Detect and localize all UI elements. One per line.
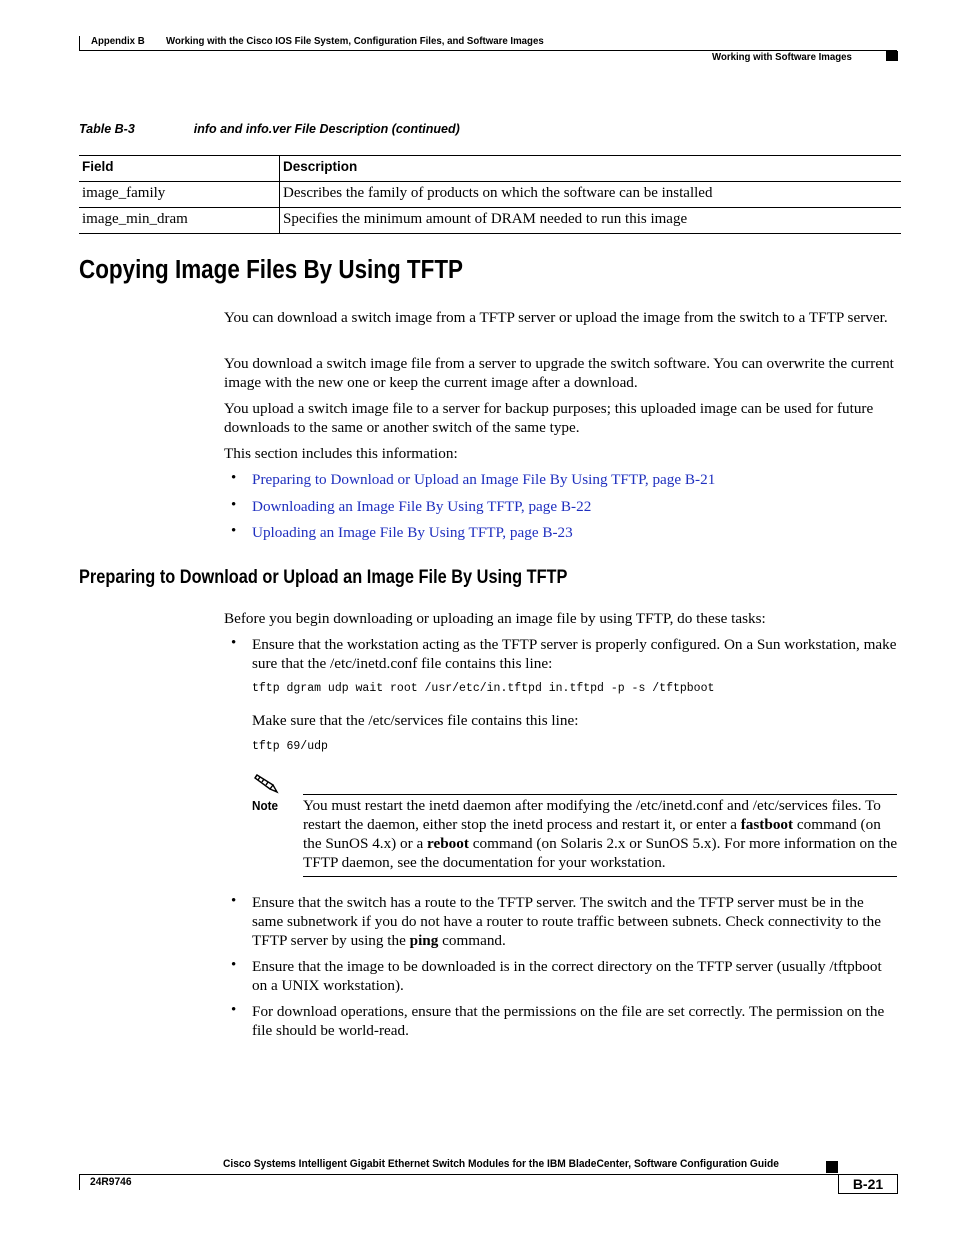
note-text xyxy=(303,796,899,872)
note-text-part: You must restart the inetd daemon after modifying the /etc/inetd.conf and /etc/services files. To restart the daemon, either stop the inetd process and restart it, or enter a xyxy=(303,797,881,833)
note-pencil-icon xyxy=(254,772,280,794)
table-cell-description: Specifies the minimum amount of DRAM needed to run this image xyxy=(280,208,902,234)
info-file-table xyxy=(79,155,901,234)
table-caption-title: info and info.ver File Description (continued) xyxy=(193,122,460,136)
footer-doc-number: 24R9746 xyxy=(90,1176,132,1188)
link-downloading[interactable]: Downloading an Image File By Using TFTP, page B-22 xyxy=(252,498,592,515)
header-chapter-title: Working with the Cisco IOS File System, Configuration Files, and Software Images xyxy=(166,35,544,47)
header-section-title: Working with Software Images xyxy=(712,51,852,63)
table-caption xyxy=(79,122,460,136)
section-paragraph: You download a switch image file from a server to upgrade the switch software. You can overwrite the current image with the new one or keep the current image after a download. xyxy=(224,355,894,391)
note-bottom-rule xyxy=(303,876,897,877)
footer-marker-block xyxy=(826,1161,838,1173)
note-top-rule xyxy=(303,794,897,795)
bullet-workstation: Ensure that the workstation acting as the TFTP server is properly configured. On a Sun workstation, make sure that the /etc/inetd.conf file contains this line: xyxy=(252,636,897,672)
footer-guide-title: Cisco Systems Intelligent Gigabit Ethernet Switch Modules for the IBM BladeCenter, Software Configuration Guide xyxy=(223,1158,779,1170)
footer-rule xyxy=(79,1174,839,1175)
section-paragraph: You can download a switch image from a TFTP server or upload the image from the switch to a TFTP server. xyxy=(224,309,888,326)
subsection-intro: Before you begin downloading or uploading an image file by using TFTP, do these tasks: xyxy=(224,610,766,627)
bullet-glyph: • xyxy=(231,497,237,513)
header-marker-block xyxy=(886,51,898,61)
bullet-route xyxy=(252,893,898,950)
table-cell-description: Describes the family of products on which the software can be installed xyxy=(280,182,902,208)
section-paragraph: This section includes this information: xyxy=(224,445,458,462)
section-paragraph: You upload a switch image file to a server for backup purposes; this uploaded image can be used for future downloads to the same or another switch of the same type. xyxy=(224,400,874,436)
bullet-directory: Ensure that the image to be downloaded is in the correct directory on the TFTP server (usually /tftpboot on a UNIX workstation). xyxy=(252,958,882,994)
note-text-part: command (on the SunOS 4.x) or a xyxy=(303,816,881,852)
bullet-route-text: command. xyxy=(438,932,506,949)
command-reboot: reboot xyxy=(427,835,469,852)
page-number: B-21 xyxy=(838,1174,898,1194)
section-heading: Copying Image Files By Using TFTP xyxy=(79,256,464,284)
bullet-glyph: • xyxy=(231,635,237,651)
footer-left-bar xyxy=(79,1174,80,1190)
subsection-heading: Preparing to Download or Upload an Image File By Using TFTP xyxy=(79,567,568,588)
code-inetd-line: tftp dgram udp wait root /usr/etc/in.tftpd in.tftpd -p -s /tftpboot xyxy=(252,682,715,695)
table-cell-field: image_min_dram xyxy=(79,208,280,234)
link-preparing[interactable]: Preparing to Download or Upload an Image File By Using TFTP, page B-21 xyxy=(252,471,716,488)
link-uploading[interactable]: Uploading an Image File By Using TFTP, page B-23 xyxy=(252,524,573,541)
table-header-field: Field xyxy=(79,156,280,182)
services-instruction: Make sure that the /etc/services file contains this line: xyxy=(252,712,579,729)
bullet-permissions: For download operations, ensure that the permissions on the file are set correctly. The permission on the file should be world-read. xyxy=(252,1003,885,1039)
bullet-glyph: • xyxy=(231,1002,237,1018)
code-services-line: tftp 69/udp xyxy=(252,740,328,753)
bullet-glyph: • xyxy=(231,523,237,539)
bullet-glyph: • xyxy=(231,893,237,909)
command-ping: ping xyxy=(409,932,439,949)
note-label: Note xyxy=(252,798,279,813)
command-fastboot: fastboot xyxy=(740,816,794,833)
table-header-description: Description xyxy=(280,156,902,182)
table-cell-field: image_family xyxy=(79,182,280,208)
table-caption-label: Table B-3 xyxy=(79,122,135,136)
bullet-route-text: Ensure that the switch has a route to the TFTP server. The switch and the TFTP server must be in the same subnetwork if you do not have a router to route traffic between subnets. Check connectivity to the TFTP server by using the xyxy=(252,894,881,949)
note-text-part: command (on Solaris 2.x or SunOS 5.x). For more information on the TFTP daemon, see the documentation for your workstation. xyxy=(303,835,898,871)
table-row xyxy=(79,208,901,234)
header-appendix: Appendix B xyxy=(91,35,145,47)
header-left-bar xyxy=(79,36,80,51)
table-header-row xyxy=(79,156,901,182)
bullet-glyph: • xyxy=(231,470,237,486)
bullet-glyph: • xyxy=(231,957,237,973)
table-row xyxy=(79,182,901,208)
